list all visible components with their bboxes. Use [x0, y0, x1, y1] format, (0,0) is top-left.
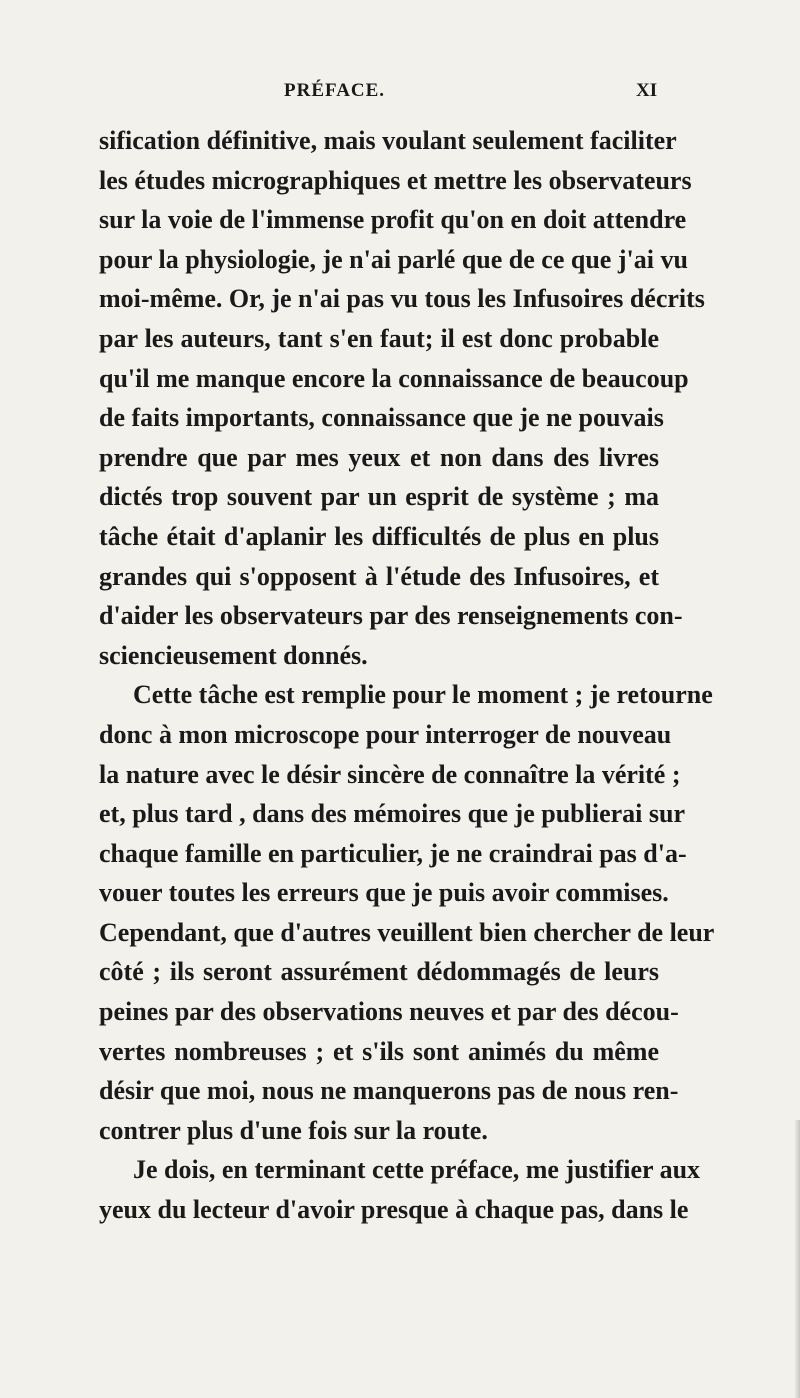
text-line: Cependant, que d'autres veuillent bien chercher de leur	[99, 917, 715, 947]
text-line: chaque famille en particulier, je ne craindrai pas d'a-	[99, 838, 687, 868]
text-line: donc à mon microscope pour interroger de nouveau	[99, 719, 672, 749]
text-line: les études micrographiques et mettre les observateurs	[99, 165, 692, 195]
text-line: sur la voie de l'immense profit qu'on en doit attendre	[99, 205, 687, 235]
text-line: et, plus tard , dans des mémoires que je publierai sur	[99, 799, 685, 829]
text-line: vouer toutes les erreurs que je puis avoir commises.	[99, 878, 669, 908]
text-line: sciencieusement donnés.	[99, 640, 368, 670]
text-line: contrer plus d'une fois sur la route.	[99, 1115, 488, 1145]
text-line: Cette tâche est remplie pour le moment ; je retourne	[133, 680, 713, 710]
running-title: PRÉFACE.	[284, 80, 386, 101]
text-line: Je dois, en terminant cette préface, me justifier aux	[133, 1155, 701, 1185]
text-line: de faits importants, connaissance que je ne pouvais	[99, 403, 664, 433]
text-line: désir que moi, nous ne manquerons pas de nous ren-	[99, 1076, 679, 1106]
page-edge-shadow	[794, 1120, 800, 1398]
text-line: grandes qui s'opposent à l'étude des Infusoires, et	[99, 561, 659, 591]
text-line: côté ; ils seront assurément dédommagés de leurs	[99, 957, 659, 987]
text-line: qu'il me manque encore la connaissance de beaucoup	[99, 363, 689, 393]
text-line: la nature avec le désir sincère de connaître la vérité ;	[99, 759, 681, 789]
text-line: yeux du lecteur d'avoir presque à chaque pas, dans le	[99, 1195, 689, 1225]
text-line: vertes nombreuses ; et s'ils sont animés du même	[99, 1036, 659, 1066]
text-line: prendre que par mes yeux et non dans des livres	[99, 442, 659, 472]
page-number: XI	[636, 80, 658, 101]
text-line: sification définitive, mais voulant seulement faciliter	[99, 126, 677, 155]
text-line: pour la physiologie, je n'ai parlé que de ce que j'ai vu	[99, 244, 688, 274]
text-line: par les auteurs, tant s'en faut; il est donc probable	[99, 323, 659, 353]
text-line: moi-même. Or, je n'ai pas vu tous les Infusoires décrits	[99, 284, 705, 314]
text-line: d'aider les observateurs par des renseignements con-	[99, 601, 683, 631]
page-header	[0, 80, 800, 110]
text-line: peines par des observations neuves et par des décou-	[99, 997, 679, 1027]
body-text	[99, 121, 715, 1230]
text-line: dictés trop souvent par un esprit de système ; ma	[99, 482, 659, 512]
text-line: tâche était d'aplanir les difficultés de plus en plus	[99, 521, 659, 551]
